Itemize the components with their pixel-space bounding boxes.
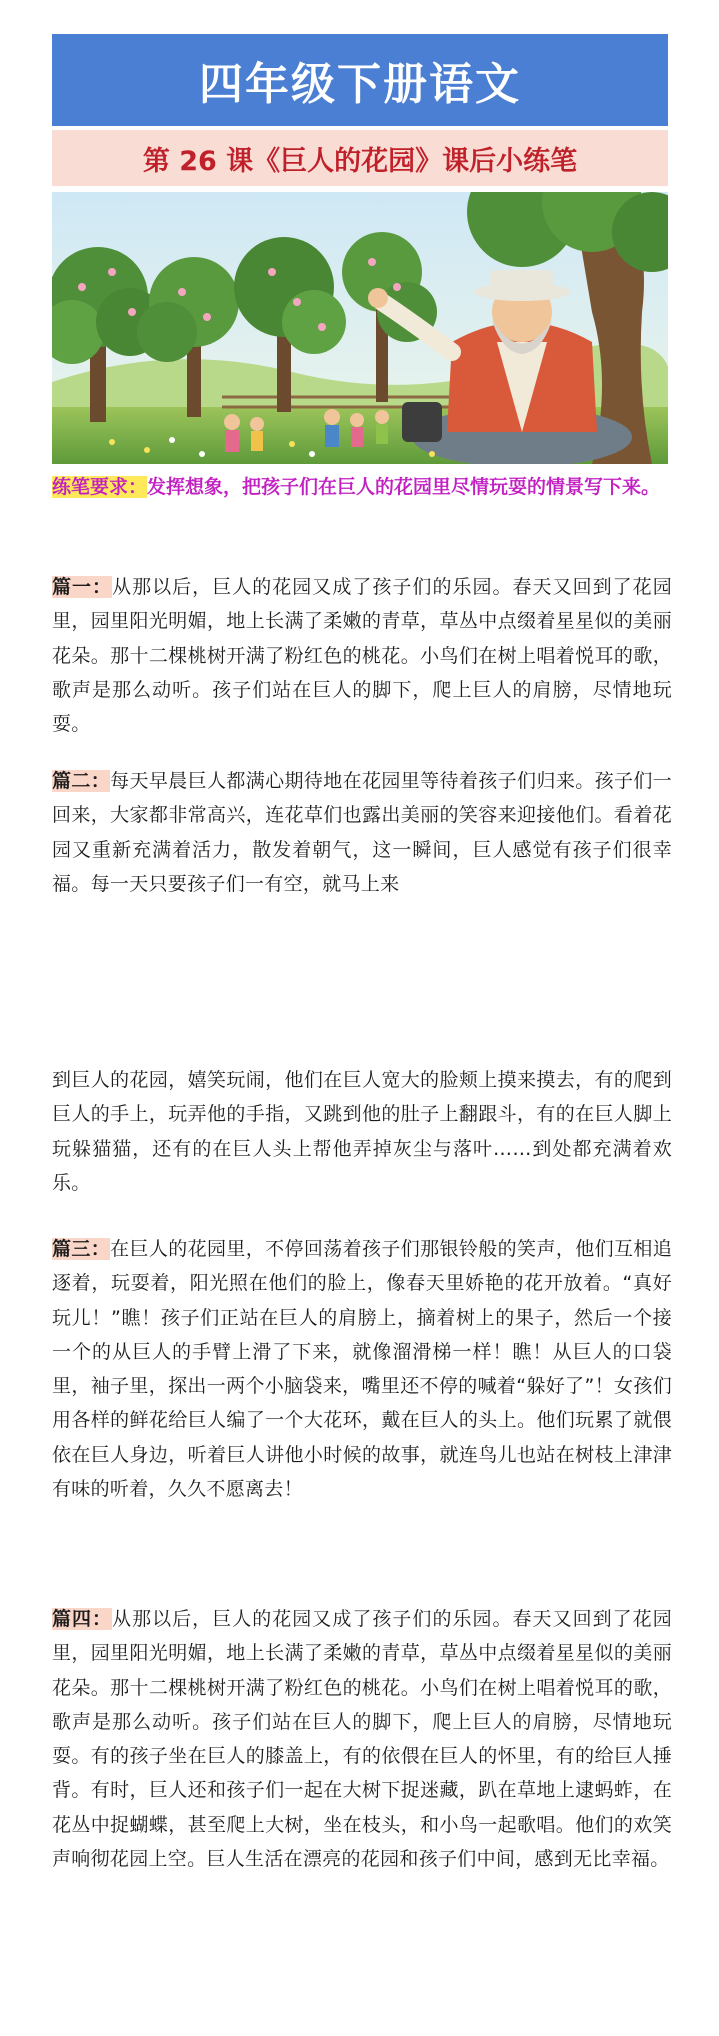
title-banner xyxy=(52,34,668,126)
requirement-label: 练笔要求： xyxy=(52,476,148,498)
subtitle-banner xyxy=(52,130,668,186)
giant-garden-illustration xyxy=(52,192,668,464)
essay-4-text: 从那以后，巨人的花园又成了孩子们的乐园。春天又回到了花园里，园里阳光明媚，地上长满了柔嫩的青草，草丛中点缀着星星似的美丽花朵。那十二棵桃树开满了粉红色的桃花。小鸟们在树上唱着悦耳的歌，歌声是那么动听。孩子们站在巨人的脚下，爬上巨人的肩膀，尽情地玩耍。有的孩子坐在巨人的膝盖上，有的依偎在巨人的怀里，有的给巨人捶背。有时，巨人还和孩子们一起在大树下捉迷藏，趴在草地上逮蚂蚱，在花丛中捉蝴蝶，甚至爬上大树，坐在枝头，和小鸟一起歌唱。他们的欢笑声响彻花园上空。巨人生活在漂亮的花园和孩子们中间，感到无比幸福。 xyxy=(52,1608,672,1871)
page-title: 四年级下册语文 xyxy=(199,59,521,110)
essay-1-text: 从那以后，巨人的花园又成了孩子们的乐园。春天又回到了花园里，园里阳光明媚，地上长满了柔嫩的青草，草丛中点缀着星星似的美丽花朵。那十二棵桃树开满了粉红色的桃花。小鸟们在树上唱着悦耳的歌，歌声是那么动听。孩子们站在巨人的脚下，爬上巨人的肩膀，尽情地玩耍。 xyxy=(52,576,672,736)
essay-3-label: 篇三： xyxy=(52,1238,111,1260)
requirement-text: 发挥想象，把孩子们在巨人的花园里尽情玩耍的情景写下来。 xyxy=(147,476,661,498)
writing-requirement xyxy=(52,470,668,504)
essay-1-label: 篇一： xyxy=(52,576,113,598)
essay-4-label: 篇四： xyxy=(52,1608,113,1630)
essay-1 xyxy=(52,570,672,741)
essay-2-label: 篇二： xyxy=(52,770,111,792)
essay-3 xyxy=(52,1232,672,1506)
essay-3-text: 在巨人的花园里，不停回荡着孩子们那银铃般的笑声，他们互相追逐着，玩耍着，阳光照在他们的脸上，像春天里娇艳的花开放着。“真好玩儿！”瞧！孩子们正站在巨人的肩膀上，摘着树上的果子，然后一个接一个的从巨人的手臂上滑了下来，就像溜滑梯一样！瞧！从巨人的口袋里，袖子里，探出一两个小脑袋来，嘴里还不停的喊着“躲好了”！女孩们用各样的鲜花给巨人编了一个大花环，戴在巨人的头上。他们玩累了就偎依在巨人身边，听着巨人讲他小时候的故事，就连鸟儿也站在树枝上津津有味的听着，久久不愿离去！ xyxy=(52,1238,673,1501)
essay-4 xyxy=(52,1602,672,1876)
illustration-svg xyxy=(52,192,668,464)
essay-2-text: 每天早晨巨人都满心期待地在花园里等待着孩子们归来。孩子们一回来，大家都非常高兴，连花草们也露出美丽的笑容来迎接他们。看着花园又重新充满着活力，散发着朝气，这一瞬间，巨人感觉有孩子们很幸福。每一天只要孩子们一有空，就马上来 xyxy=(52,770,673,895)
lesson-subtitle: 第 26 课《巨人的花园》课后小练笔 xyxy=(142,145,578,177)
essay-2-continued xyxy=(52,1063,672,1200)
essay-2-text-continued: 到巨人的花园，嬉笑玩闹，他们在巨人宽大的脸颊上摸来摸去，有的爬到巨人的手上，玩弄他的手指，又跳到他的肚子上翻跟斗，有的在巨人脚上玩躲猫猫，还有的在巨人头上帮他弄掉灰尘与落叶……到处都充满着欢乐。 xyxy=(52,1069,672,1194)
essay-2 xyxy=(52,764,672,901)
